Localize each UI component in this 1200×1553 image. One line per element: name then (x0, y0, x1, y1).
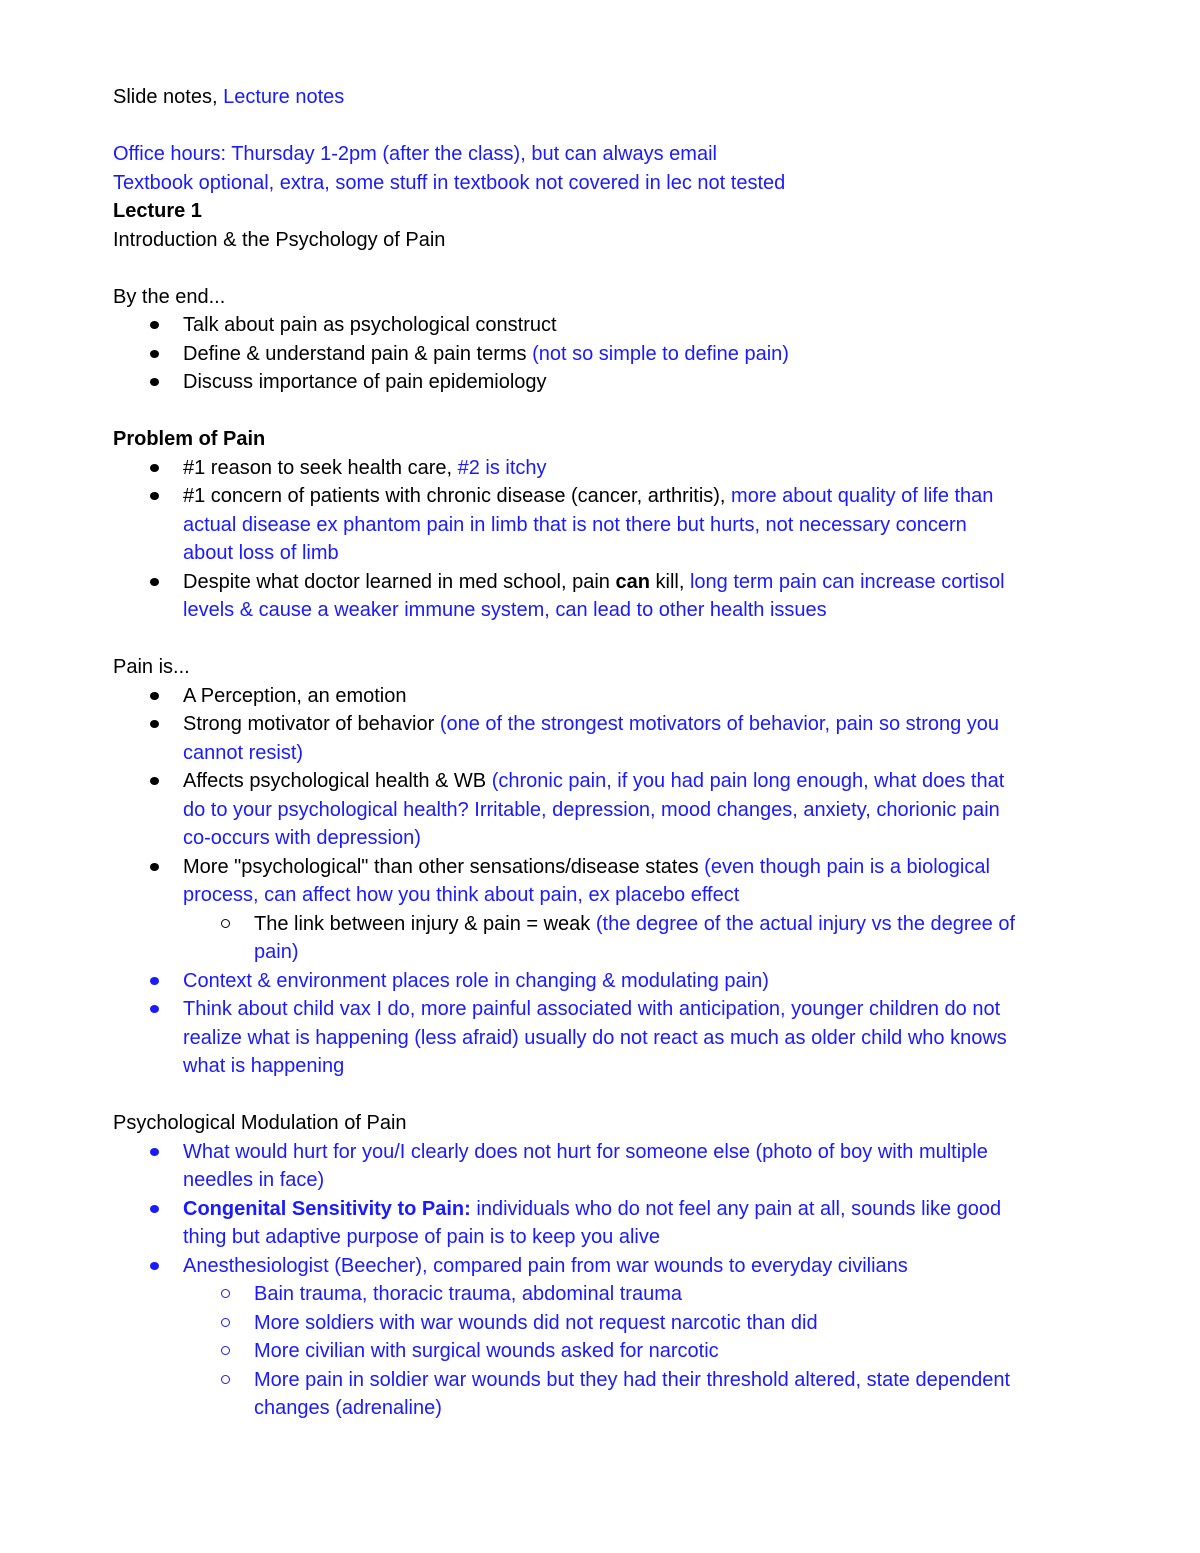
list-item: Context & environment places role in changing & modulating pain) (113, 967, 1088, 996)
bullet-icon (150, 863, 159, 871)
list-item: Strong motivator of behavior (one of the strongest motivators of behavior, pain so strong you cannot resist) (113, 710, 1088, 767)
bullet-icon (150, 350, 159, 358)
lecture-notes-label: Lecture notes (223, 86, 345, 108)
by-the-end-heading: By the end... (113, 285, 226, 308)
slide-notes-label: Slide notes, (113, 86, 218, 108)
lecture-subtitle: Introduction & the Psychology of Pain (113, 228, 446, 251)
bullet-icon (150, 692, 159, 700)
hollow-bullet-icon (221, 1318, 230, 1327)
modulation-list (113, 1138, 1088, 1423)
sub-list-item: The link between injury & pain = weak (the degree of the actual injury vs the degree of pain) (113, 910, 1088, 967)
header-line (113, 83, 1088, 112)
hollow-bullet-icon (221, 1375, 230, 1384)
bullet-icon (150, 464, 159, 472)
bullet-icon (150, 777, 159, 785)
bullet-icon (150, 1148, 159, 1156)
modulation-heading: Psychological Modulation of Pain (113, 1112, 407, 1134)
office-hours: Office hours: Thursday 1-2pm (after the class), but can always email (113, 143, 717, 165)
textbook-note: Textbook optional, extra, some stuff in textbook not covered in lec not tested (113, 171, 786, 194)
list-item: #1 reason to seek health care, #2 is itchy (113, 454, 1088, 483)
bullet-icon (150, 492, 159, 500)
sub-list-item: More soldiers with war wounds did not request narcotic than did (113, 1309, 1088, 1338)
list-item: Affects psychological health & WB (chronic pain, if you had pain long enough, what does that do to your psychological health? Irritable, depression, mood changes, anxiety, chorionic pain co-occurs with depression) (113, 767, 1088, 853)
list-item: What would hurt for you/I clearly does not hurt for someone else (photo of boy with multiple needles in face) (113, 1138, 1088, 1195)
problem-list (113, 454, 1088, 625)
sub-list-item: More pain in soldier war wounds but they had their threshold altered, state dependent changes (adrenaline) (113, 1366, 1088, 1423)
hollow-bullet-icon (221, 1289, 230, 1298)
list-item: Despite what doctor learned in med school, pain can kill, long term pain can increase cortisol levels & cause a weaker immune system, can lead to other health issues (113, 568, 1088, 625)
pain-is-list (113, 682, 1088, 1081)
list-item: A Perception, an emotion (113, 682, 1088, 711)
bullet-icon (150, 977, 159, 985)
bullet-icon (150, 1005, 159, 1013)
bullet-icon (150, 1205, 159, 1213)
by-the-end-list (113, 311, 1088, 397)
bullet-icon (150, 378, 159, 386)
list-item: #1 concern of patients with chronic disease (cancer, arthritis), more about quality of life than actual disease ex phantom pain in limb that is not there but hurts, not necessary concern about loss of limb (113, 482, 1088, 568)
sub-list-item: More civilian with surgical wounds asked for narcotic (113, 1337, 1088, 1366)
sub-list-item: Bain trauma, thoracic trauma, abdominal trauma (113, 1280, 1088, 1309)
list-item: Discuss importance of pain epidemiology (113, 368, 1088, 397)
hollow-bullet-icon (221, 1346, 230, 1355)
bullet-icon (150, 720, 159, 728)
list-item: Think about child vax I do, more painful associated with anticipation, younger children do not realize what is happening (less afraid) usually do not react as much as older child who knows what is happening (113, 995, 1088, 1081)
document-body (113, 83, 1088, 1423)
pain-is-heading: Pain is... (113, 656, 190, 678)
bullet-icon (150, 1262, 159, 1270)
list-item: Talk about pain as psychological construct (113, 311, 1088, 340)
problem-heading: Problem of Pain (113, 428, 266, 450)
hollow-bullet-icon (221, 919, 230, 928)
list-item: More "psychological" than other sensations/disease states (even though pain is a biological process, can affect how you think about pain, ex placebo effect (113, 853, 1088, 910)
bullet-icon (150, 321, 159, 329)
list-item: Define & understand pain & pain terms (not so simple to define pain) (113, 340, 1088, 369)
lecture-title: Lecture 1 (113, 200, 202, 222)
bullet-icon (150, 578, 159, 586)
list-item: Congenital Sensitivity to Pain: individuals who do not feel any pain at all, sounds like good thing but adaptive purpose of pain is to keep you alive (113, 1195, 1088, 1252)
list-item: Anesthesiologist (Beecher), compared pain from war wounds to everyday civilians (113, 1252, 1088, 1281)
